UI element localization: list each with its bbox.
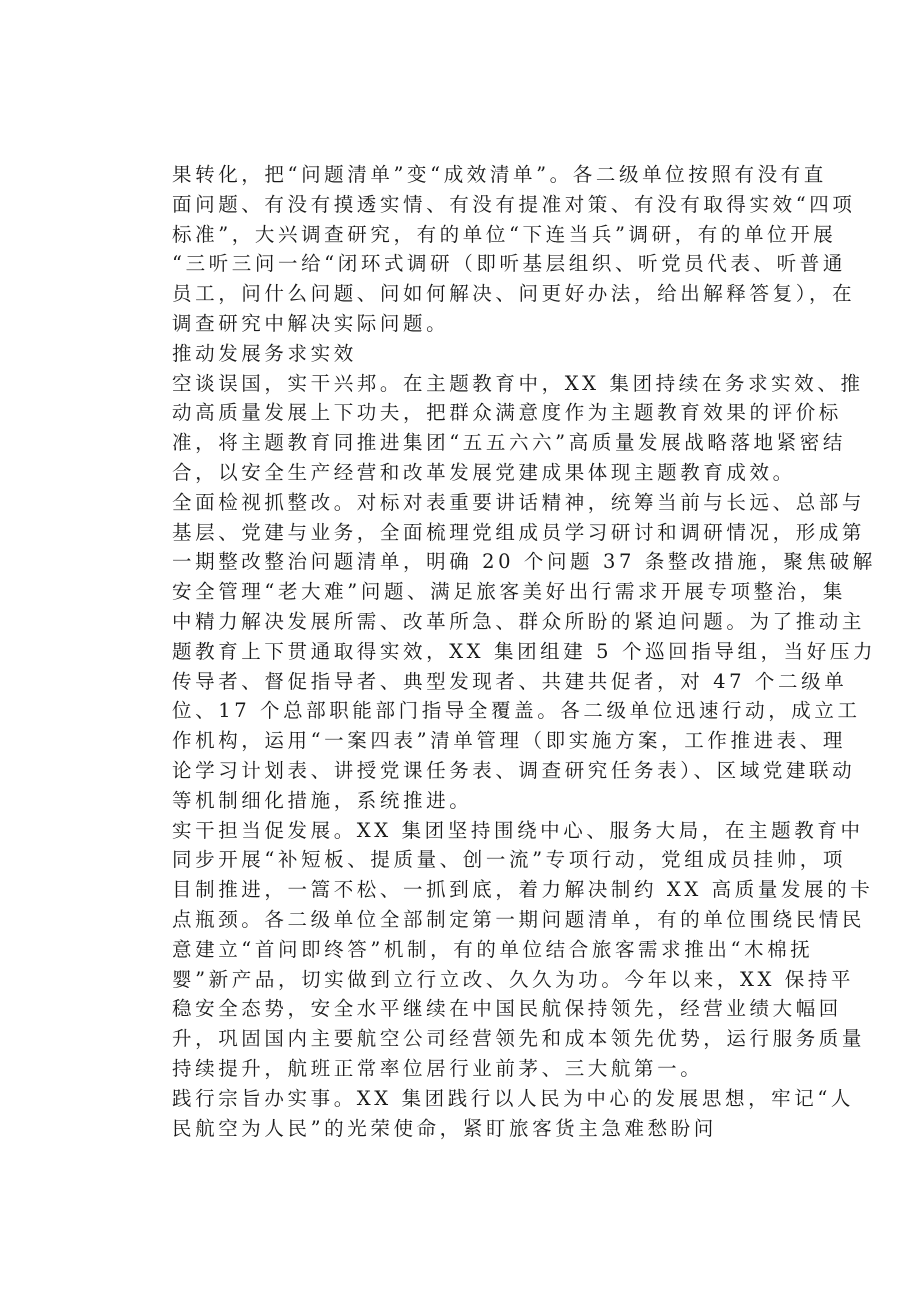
text-line: 践行宗旨办实事。XX 集团践行以人民为中心的发展思想，牢记“人	[172, 1086, 855, 1110]
text-line: 实干担当促发展。XX 集团坚持围绕中心、服务大局，在主题教育中	[172, 818, 864, 842]
text-line: 动高质量发展上下功夫，把群众满意度作为主题教育效果的评价标	[172, 401, 842, 425]
text-line: 准，将主题教育同推进集团“五五六六”高质量发展战略落地紧密结	[172, 431, 846, 455]
text-line: 位、17 个总部职能部门指导全覆盖。各二级单位迅速行动，成立工	[172, 699, 861, 723]
text-line: 标准”，大兴调查研究，有的单位“下连当兵”调研，有的单位开展	[172, 222, 837, 246]
text-line: 婴”新产品，切实做到立行立改、久久为功。今年以来，XX 保持平	[172, 967, 855, 991]
text-line: 一期整改整治问题清单，明确 20 个问题 37 条整改措施，聚焦破解	[172, 550, 876, 574]
text-line: 员工，问什么问题、问如何解决、问更好办法，给出解释答复），在	[172, 282, 856, 306]
text-line: 题教育上下贯通取得实效，XX 集团组建 5 个巡回指导组，当好压力	[172, 639, 877, 663]
text-line: 传导者、督促指导者、典型发现者、共建共促者，对 47 个二级单	[172, 669, 848, 693]
text-line: 调查研究中解决实际问题。	[172, 311, 450, 335]
text-line: 全面检视抓整改。对标对表重要讲话精神，统筹当前与长远、总部与	[172, 490, 866, 514]
text-line: 意建立“首问即终答”机制，有的单位结合旅客需求推出“木棉抚	[172, 937, 814, 961]
text-line: 安全管理“老大难”问题、满足旅客美好出行需求开展专项整治，集	[172, 580, 846, 604]
text-line: 同步开展“补短板、提质量、创一流”专项行动，党组成员挂帅，项	[172, 848, 846, 872]
text-line: 果转化，把“问题清单”变“成效清单”。各二级单位按照有没有直	[172, 163, 827, 186]
text-line: “三听三问一给“闭环式调研（即听基层组织、听党员代表、听普通	[172, 252, 846, 276]
text-line: 合，以安全生产经营和改革发展党建成果体现主题教育成效。	[172, 460, 796, 484]
text-line: 空谈误国，实干兴邦。在主题教育中，XX 集团持续在务求实效、推	[172, 371, 864, 395]
document-body	[172, 160, 877, 1143]
text-line: 基层、党建与业务，全面梳理党组成员学习研讨和调研情况，形成第	[172, 520, 866, 544]
text-line: 民航空为人民”的光荣使命，紧盯旅客货主急难愁盼问	[172, 1116, 717, 1140]
text-line: 点瓶颈。各二级单位全部制定第一期问题清单，有的单位围绕民情民	[172, 907, 866, 931]
text-line: 论学习计划表、讲授党课任务表、调查研究任务表）、区域党建联动	[172, 758, 856, 782]
text-line: 等机制细化措施，系统推进。	[172, 788, 473, 812]
text-line: 目制推进，一篙不松、一抓到底，着力解决制约 XX 高质量发展的卡	[172, 878, 874, 902]
text-line: 稳安全态势，安全水平继续在中国民航保持领先，经营业绩大幅回	[172, 997, 842, 1021]
text-line: 升，巩固国内主要航空公司经营领先和成本领先优势，运行服务质量	[172, 1027, 866, 1051]
text-line: 中精力解决发展所需、改革所急、群众所盼的紧迫问题。为了推动主	[172, 609, 866, 633]
text-line: 持续提升，航班正常率位居行业前茅、三大航第一。	[172, 1056, 704, 1080]
text-line: 作机构，运用“一案四表”清单管理（即实施方案，工作推进表、理	[172, 729, 846, 753]
text-line: 推动发展务求实效	[172, 341, 357, 365]
text-line: 面问题、有没有摸透实情、有没有提准对策、有没有取得实效“四项	[172, 192, 856, 216]
